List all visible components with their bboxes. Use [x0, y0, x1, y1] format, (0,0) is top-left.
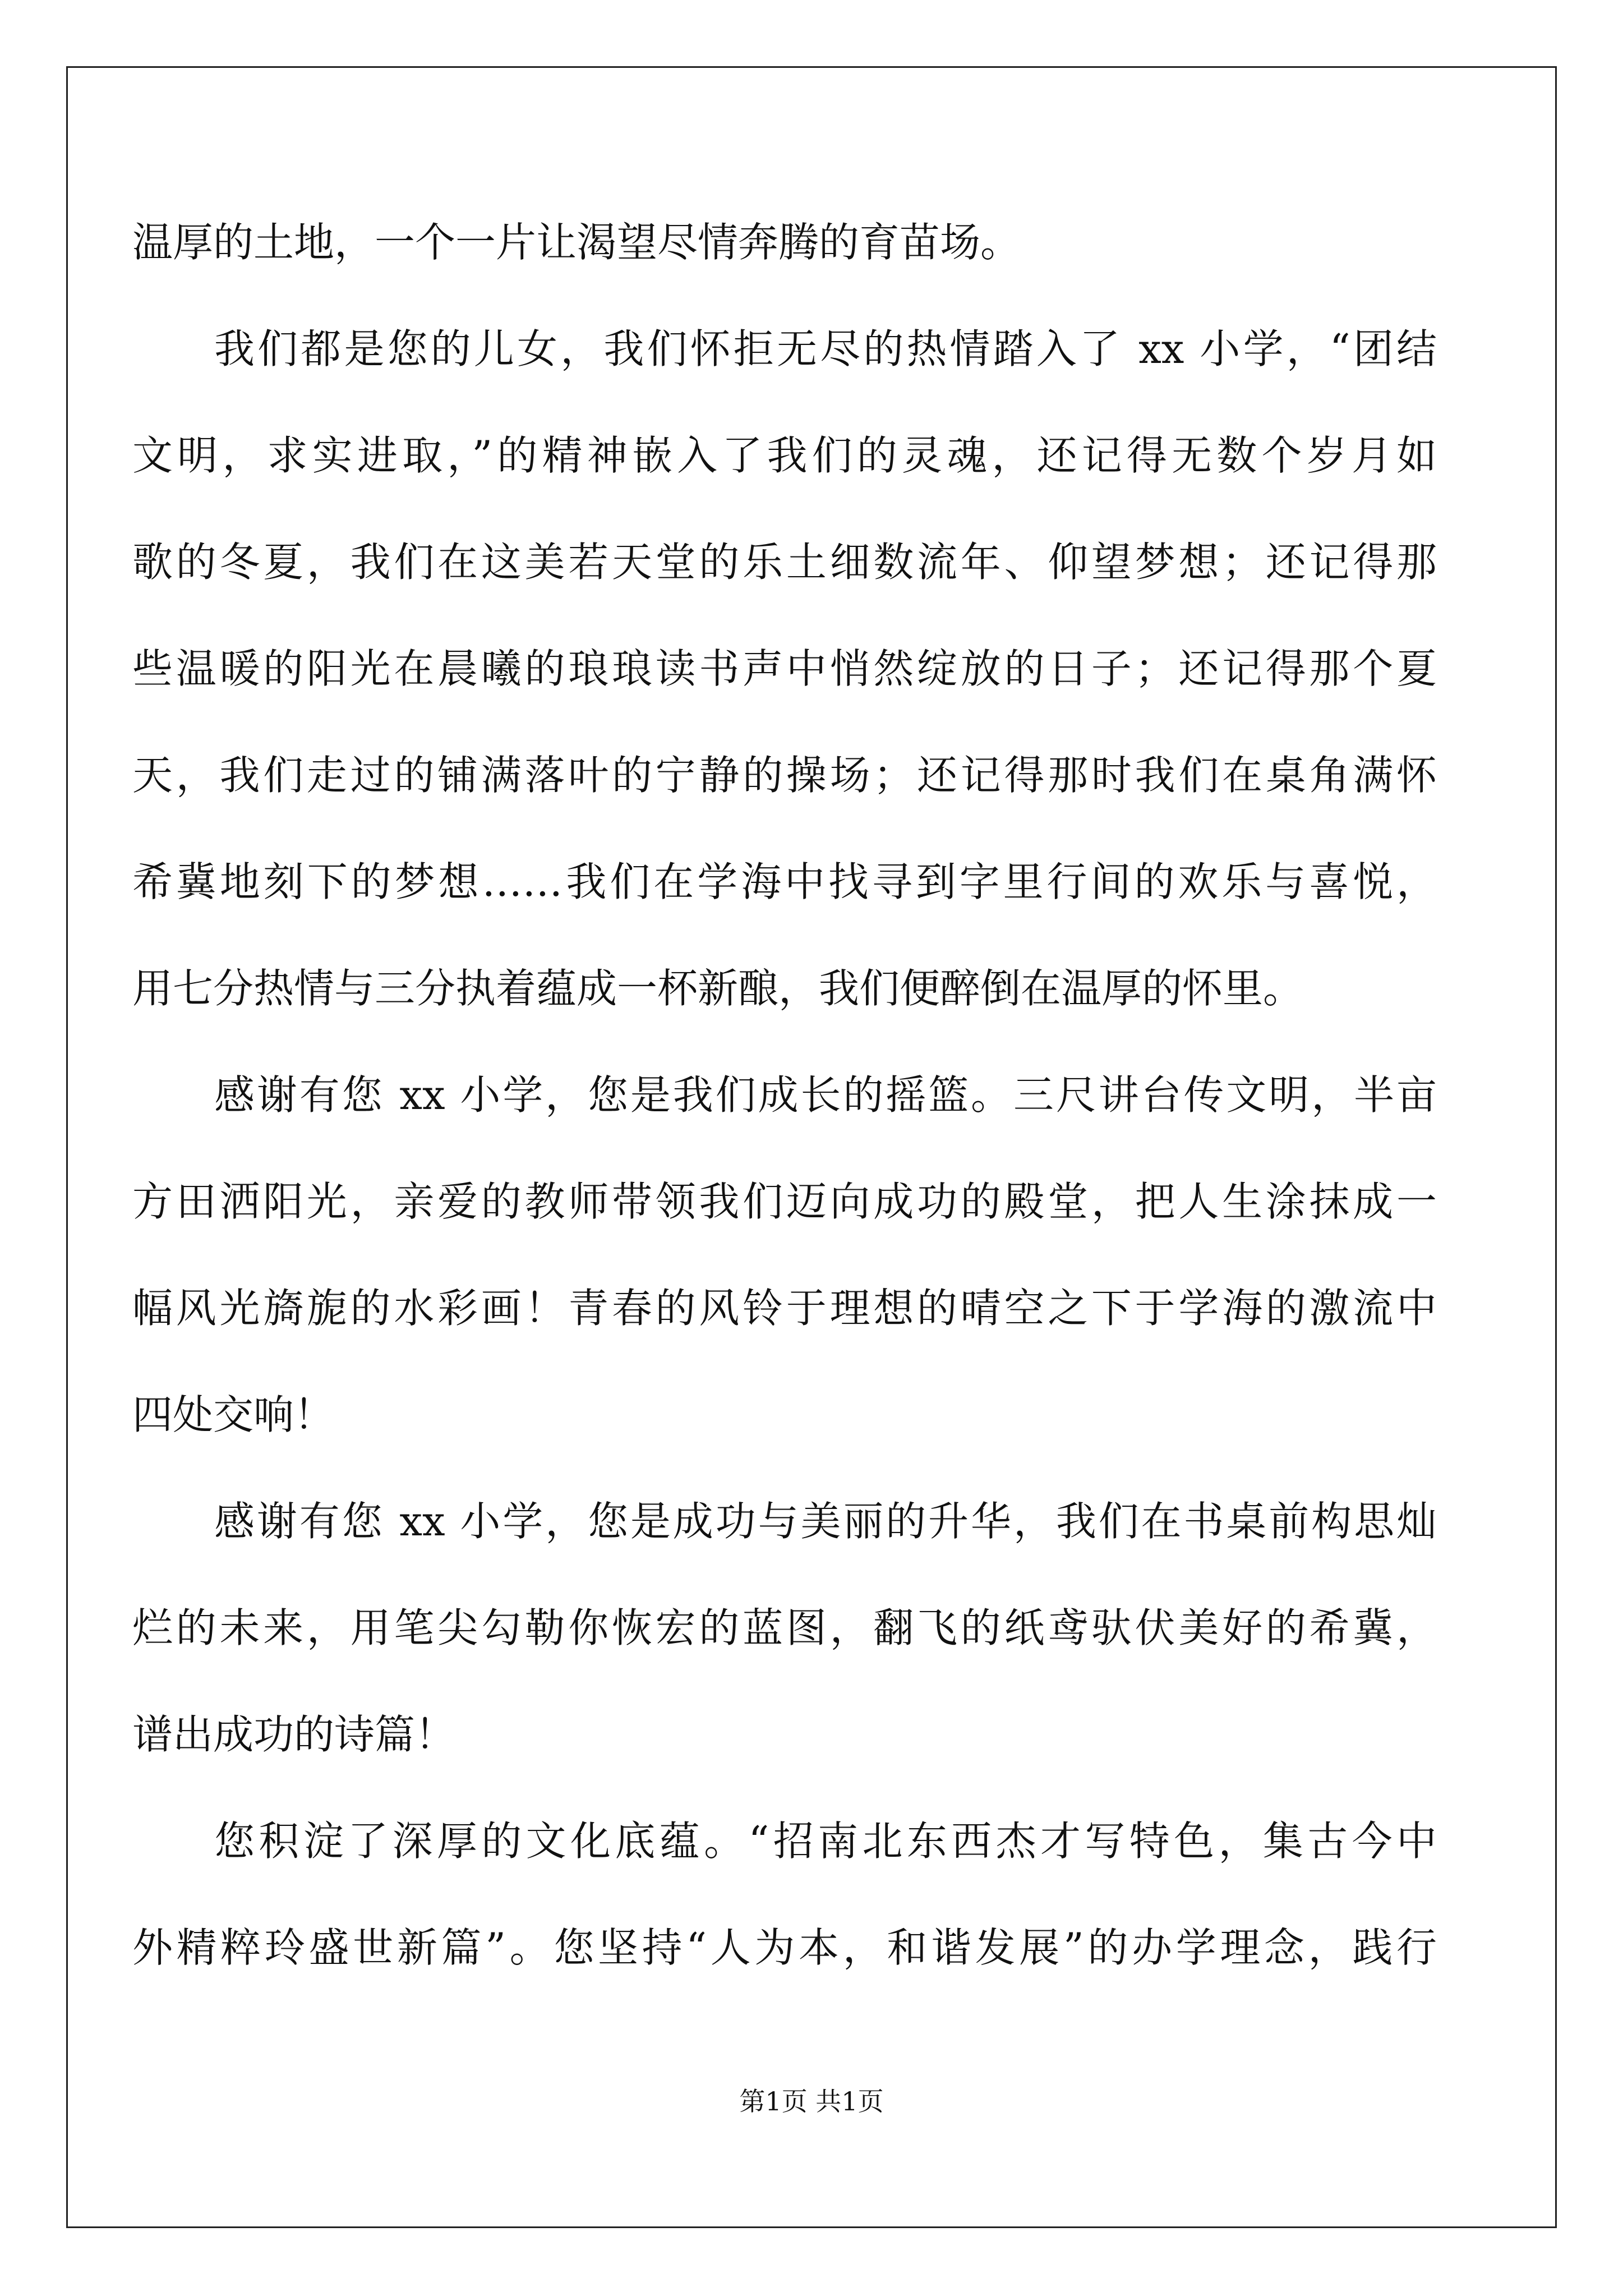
- page-footer: 第1页 共1页: [739, 2086, 884, 2116]
- text-line: 些温暖的阳光在晨曦的琅琅读书声中悄然绽放的日子；还记得那个夏: [132, 645, 1437, 692]
- text-line: 您积淀了深厚的文化底蕴。“招南北东西杰才写特色，集古今中: [214, 1818, 1437, 1865]
- text-line: 温厚的土地，一个一片让渴望尽情奔腾的育苗场。: [132, 219, 1021, 266]
- text-line: 谱出成功的诗篇！: [132, 1711, 456, 1758]
- text-line: 感谢有您 xx 小学，您是成功与美丽的升华，我们在书桌前构思灿: [214, 1498, 1437, 1545]
- text-line: 天，我们走过的铺满落叶的宁静的操场；还记得那时我们在桌角满怀: [132, 752, 1437, 799]
- text-line: 用七分热情与三分执着蕴成一杯新酿，我们便醉倒在温厚的怀里。: [132, 965, 1304, 1012]
- text-line: 歌的冬夏，我们在这美若天堂的乐土细数流年、仰望梦想；还记得那: [132, 539, 1437, 586]
- text-line: 四处交响！: [132, 1391, 335, 1438]
- text-line: 感谢有您 xx 小学，您是我们成长的摇篮。三尺讲台传文明，半亩: [214, 1071, 1437, 1119]
- text-line: 幅风光旖旎的水彩画！青春的风铃于理想的晴空之下于学海的激流中: [132, 1285, 1437, 1332]
- text-line: 希冀地刻下的梦想……我们在学海中找寻到字里行间的欢乐与喜悦，: [132, 858, 1437, 905]
- text-line: 外精粹玲盛世新篇”。您坚持“人为本，和谐发展”的办学理念，践行: [132, 1924, 1437, 1971]
- text-line: 烂的未来，用笔尖勾勒你恢宏的蓝图，翻飞的纸鸢驮伏美好的希冀，: [132, 1604, 1437, 1651]
- text-line: 方田洒阳光，亲爱的教师带领我们迈向成功的殿堂，把人生涂抹成一: [132, 1178, 1437, 1225]
- text-line: 文明，求实进取，”的精神嵌入了我们的灵魂，还记得无数个岁月如: [132, 432, 1437, 479]
- text-line: 我们都是您的儿女，我们怀拒无尽的热情踏入了 xx 小学，“团结: [214, 325, 1437, 372]
- page-border: [66, 66, 1557, 2228]
